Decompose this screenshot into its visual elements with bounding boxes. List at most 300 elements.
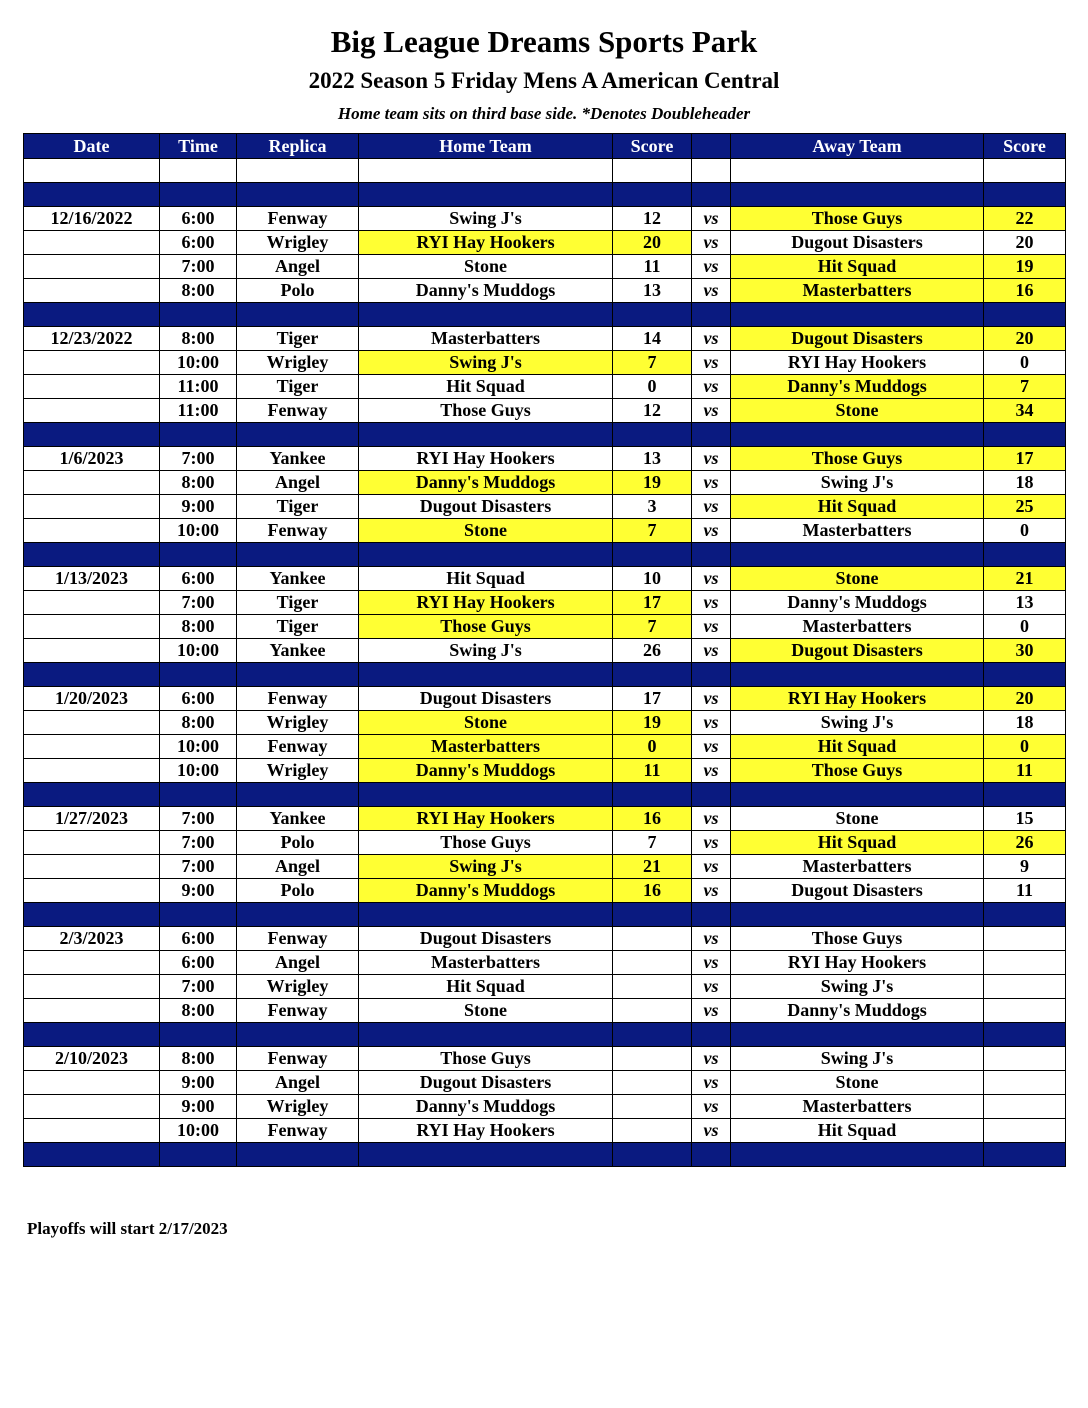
column-header-time: Time bbox=[160, 134, 237, 159]
away-team-cell: Stone bbox=[731, 399, 984, 423]
empty-cell bbox=[359, 159, 613, 183]
week-separator-row bbox=[24, 783, 1066, 807]
home-team-cell: RYI Hay Hookers bbox=[359, 1119, 613, 1143]
home-score-cell: 19 bbox=[613, 471, 692, 495]
away-team-cell: Swing J's bbox=[731, 471, 984, 495]
empty-cell bbox=[692, 903, 731, 927]
away-team-cell: Masterbatters bbox=[731, 615, 984, 639]
empty-cell bbox=[731, 183, 984, 207]
away-score-cell: 19 bbox=[984, 255, 1066, 279]
vs-cell: vs bbox=[692, 495, 731, 519]
away-score-cell: 25 bbox=[984, 495, 1066, 519]
replica-field-cell: Angel bbox=[237, 855, 359, 879]
away-score-cell: 20 bbox=[984, 687, 1066, 711]
week-separator-row bbox=[24, 543, 1066, 567]
time-cell: 9:00 bbox=[160, 495, 237, 519]
empty-cell bbox=[692, 783, 731, 807]
date-cell bbox=[24, 999, 160, 1023]
away-team-cell: Dugout Disasters bbox=[731, 879, 984, 903]
away-score-cell: 20 bbox=[984, 231, 1066, 255]
vs-cell: vs bbox=[692, 351, 731, 375]
replica-field-cell: Fenway bbox=[237, 207, 359, 231]
away-score-cell: 34 bbox=[984, 399, 1066, 423]
away-team-cell: Swing J's bbox=[731, 975, 984, 999]
away-team-cell: Masterbatters bbox=[731, 279, 984, 303]
empty-cell bbox=[692, 663, 731, 687]
vs-cell: vs bbox=[692, 207, 731, 231]
vs-cell: vs bbox=[692, 327, 731, 351]
game-row bbox=[24, 375, 1066, 399]
date-cell: 12/16/2022 bbox=[24, 207, 160, 231]
replica-field-cell: Wrigley bbox=[237, 231, 359, 255]
time-cell: 6:00 bbox=[160, 687, 237, 711]
replica-field-cell: Tiger bbox=[237, 375, 359, 399]
home-team-cell: Those Guys bbox=[359, 831, 613, 855]
vs-cell: vs bbox=[692, 1047, 731, 1071]
column-header-home-score: Score bbox=[613, 134, 692, 159]
empty-cell bbox=[237, 1143, 359, 1167]
home-score-cell: 13 bbox=[613, 447, 692, 471]
home-score-cell: 17 bbox=[613, 687, 692, 711]
replica-field-cell: Polo bbox=[237, 831, 359, 855]
time-cell: 10:00 bbox=[160, 759, 237, 783]
home-score-cell: 10 bbox=[613, 567, 692, 591]
home-team-cell: Danny's Muddogs bbox=[359, 279, 613, 303]
game-row bbox=[24, 351, 1066, 375]
empty-cell bbox=[24, 663, 160, 687]
home-team-cell: RYI Hay Hookers bbox=[359, 447, 613, 471]
away-score-cell: 9 bbox=[984, 855, 1066, 879]
game-row bbox=[24, 255, 1066, 279]
time-cell: 10:00 bbox=[160, 735, 237, 759]
game-row bbox=[24, 471, 1066, 495]
date-cell bbox=[24, 879, 160, 903]
replica-field-cell: Yankee bbox=[237, 639, 359, 663]
empty-cell bbox=[984, 783, 1066, 807]
away-score-cell: 30 bbox=[984, 639, 1066, 663]
game-row bbox=[24, 927, 1066, 951]
empty-cell bbox=[160, 783, 237, 807]
column-header-date: Date bbox=[24, 134, 160, 159]
empty-cell bbox=[237, 663, 359, 687]
home-team-cell: Danny's Muddogs bbox=[359, 879, 613, 903]
away-score-cell: 0 bbox=[984, 519, 1066, 543]
time-cell: 10:00 bbox=[160, 639, 237, 663]
replica-field-cell: Tiger bbox=[237, 495, 359, 519]
replica-field-cell: Yankee bbox=[237, 567, 359, 591]
time-cell: 11:00 bbox=[160, 399, 237, 423]
home-team-cell: Swing J's bbox=[359, 639, 613, 663]
home-team-cell: Dugout Disasters bbox=[359, 687, 613, 711]
empty-cell bbox=[692, 423, 731, 447]
away-team-cell: RYI Hay Hookers bbox=[731, 951, 984, 975]
game-row bbox=[24, 399, 1066, 423]
replica-field-cell: Wrigley bbox=[237, 759, 359, 783]
away-score-cell bbox=[984, 1071, 1066, 1095]
time-cell: 9:00 bbox=[160, 1071, 237, 1095]
home-team-cell: Masterbatters bbox=[359, 735, 613, 759]
vs-cell: vs bbox=[692, 1071, 731, 1095]
away-team-cell: Masterbatters bbox=[731, 855, 984, 879]
replica-field-cell: Fenway bbox=[237, 687, 359, 711]
game-row bbox=[24, 279, 1066, 303]
date-cell bbox=[24, 591, 160, 615]
empty-cell bbox=[613, 423, 692, 447]
home-score-cell: 11 bbox=[613, 255, 692, 279]
empty-cell bbox=[24, 423, 160, 447]
away-score-cell: 21 bbox=[984, 567, 1066, 591]
empty-cell bbox=[692, 159, 731, 183]
away-team-cell: Hit Squad bbox=[731, 831, 984, 855]
time-cell: 7:00 bbox=[160, 807, 237, 831]
game-row bbox=[24, 615, 1066, 639]
empty-cell bbox=[24, 543, 160, 567]
away-team-cell: Danny's Muddogs bbox=[731, 999, 984, 1023]
away-score-cell bbox=[984, 1095, 1066, 1119]
away-team-cell: Those Guys bbox=[731, 759, 984, 783]
date-cell bbox=[24, 711, 160, 735]
empty-cell bbox=[237, 183, 359, 207]
replica-field-cell: Wrigley bbox=[237, 351, 359, 375]
empty-cell bbox=[24, 783, 160, 807]
vs-cell: vs bbox=[692, 567, 731, 591]
empty-cell bbox=[613, 183, 692, 207]
game-row bbox=[24, 855, 1066, 879]
time-cell: 8:00 bbox=[160, 615, 237, 639]
time-cell: 7:00 bbox=[160, 855, 237, 879]
date-cell: 2/3/2023 bbox=[24, 927, 160, 951]
empty-cell bbox=[237, 159, 359, 183]
home-score-cell bbox=[613, 1119, 692, 1143]
home-team-cell: RYI Hay Hookers bbox=[359, 591, 613, 615]
vs-cell: vs bbox=[692, 735, 731, 759]
replica-field-cell: Yankee bbox=[237, 447, 359, 471]
away-team-cell: Hit Squad bbox=[731, 495, 984, 519]
time-cell: 10:00 bbox=[160, 1119, 237, 1143]
home-team-cell: RYI Hay Hookers bbox=[359, 231, 613, 255]
replica-field-cell: Wrigley bbox=[237, 975, 359, 999]
empty-cell bbox=[984, 423, 1066, 447]
home-team-cell: Stone bbox=[359, 519, 613, 543]
date-cell bbox=[24, 831, 160, 855]
home-score-cell bbox=[613, 927, 692, 951]
week-separator-row bbox=[24, 183, 1066, 207]
date-cell: 1/27/2023 bbox=[24, 807, 160, 831]
home-team-cell: Dugout Disasters bbox=[359, 927, 613, 951]
empty-cell bbox=[160, 663, 237, 687]
game-row bbox=[24, 495, 1066, 519]
away-score-cell bbox=[984, 1119, 1066, 1143]
empty-cell bbox=[731, 423, 984, 447]
replica-field-cell: Wrigley bbox=[237, 1095, 359, 1119]
away-team-cell: Those Guys bbox=[731, 207, 984, 231]
column-header-replica: Replica bbox=[237, 134, 359, 159]
date-cell bbox=[24, 279, 160, 303]
empty-cell bbox=[160, 303, 237, 327]
time-cell: 8:00 bbox=[160, 327, 237, 351]
playoffs-note: Playoffs will start 2/17/2023 bbox=[27, 1219, 228, 1238]
empty-cell bbox=[692, 303, 731, 327]
time-cell: 8:00 bbox=[160, 1047, 237, 1071]
empty-cell bbox=[731, 159, 984, 183]
date-cell bbox=[24, 1095, 160, 1119]
home-team-cell: Hit Squad bbox=[359, 567, 613, 591]
empty-cell bbox=[984, 1143, 1066, 1167]
column-header-away-team: Away Team bbox=[731, 134, 984, 159]
time-cell: 7:00 bbox=[160, 255, 237, 279]
away-score-cell: 11 bbox=[984, 759, 1066, 783]
vs-cell: vs bbox=[692, 255, 731, 279]
replica-field-cell: Angel bbox=[237, 471, 359, 495]
home-score-cell bbox=[613, 999, 692, 1023]
empty-cell bbox=[613, 663, 692, 687]
home-score-cell: 7 bbox=[613, 615, 692, 639]
time-cell: 7:00 bbox=[160, 975, 237, 999]
vs-cell: vs bbox=[692, 759, 731, 783]
empty-cell bbox=[160, 1143, 237, 1167]
date-cell bbox=[24, 1071, 160, 1095]
week-separator-row bbox=[24, 423, 1066, 447]
date-cell bbox=[24, 759, 160, 783]
game-row bbox=[24, 999, 1066, 1023]
empty-cell bbox=[731, 543, 984, 567]
home-team-cell: Masterbatters bbox=[359, 327, 613, 351]
empty-cell bbox=[984, 543, 1066, 567]
time-cell: 8:00 bbox=[160, 279, 237, 303]
empty-cell bbox=[237, 783, 359, 807]
replica-field-cell: Fenway bbox=[237, 1119, 359, 1143]
spacer-row bbox=[24, 159, 1066, 183]
game-row bbox=[24, 447, 1066, 471]
column-header-away-score: Score bbox=[984, 134, 1066, 159]
empty-cell bbox=[160, 1023, 237, 1047]
away-team-cell: Danny's Muddogs bbox=[731, 591, 984, 615]
empty-cell bbox=[160, 903, 237, 927]
vs-cell: vs bbox=[692, 687, 731, 711]
vs-cell: vs bbox=[692, 831, 731, 855]
date-cell bbox=[24, 375, 160, 399]
away-team-cell: Hit Squad bbox=[731, 255, 984, 279]
game-row bbox=[24, 1047, 1066, 1071]
home-score-cell: 26 bbox=[613, 639, 692, 663]
home-score-cell: 19 bbox=[613, 711, 692, 735]
home-team-cell: Those Guys bbox=[359, 399, 613, 423]
vs-cell: vs bbox=[692, 231, 731, 255]
empty-cell bbox=[613, 903, 692, 927]
empty-cell bbox=[692, 1143, 731, 1167]
empty-cell bbox=[359, 303, 613, 327]
time-cell: 8:00 bbox=[160, 471, 237, 495]
replica-field-cell: Angel bbox=[237, 255, 359, 279]
away-team-cell: Stone bbox=[731, 567, 984, 591]
away-score-cell: 13 bbox=[984, 591, 1066, 615]
empty-cell bbox=[160, 183, 237, 207]
away-score-cell: 17 bbox=[984, 447, 1066, 471]
empty-cell bbox=[613, 159, 692, 183]
date-cell bbox=[24, 495, 160, 519]
game-row bbox=[24, 567, 1066, 591]
home-score-cell: 7 bbox=[613, 831, 692, 855]
vs-cell: vs bbox=[692, 927, 731, 951]
empty-cell bbox=[613, 783, 692, 807]
vs-cell: vs bbox=[692, 855, 731, 879]
empty-cell bbox=[359, 783, 613, 807]
home-team-cell: Hit Squad bbox=[359, 975, 613, 999]
away-score-cell: 26 bbox=[984, 831, 1066, 855]
time-cell: 8:00 bbox=[160, 999, 237, 1023]
away-team-cell: RYI Hay Hookers bbox=[731, 687, 984, 711]
away-team-cell: Stone bbox=[731, 1071, 984, 1095]
empty-cell bbox=[984, 303, 1066, 327]
column-header-vs bbox=[692, 134, 731, 159]
column-header-home-team: Home Team bbox=[359, 134, 613, 159]
away-team-cell: Swing J's bbox=[731, 711, 984, 735]
away-team-cell: Dugout Disasters bbox=[731, 639, 984, 663]
away-score-cell: 0 bbox=[984, 735, 1066, 759]
game-row bbox=[24, 711, 1066, 735]
vs-cell: vs bbox=[692, 879, 731, 903]
schedule-note: Home team sits on third base side. *Denotes Doubleheader bbox=[337, 104, 751, 123]
home-team-cell: Hit Squad bbox=[359, 375, 613, 399]
home-team-cell: Dugout Disasters bbox=[359, 495, 613, 519]
empty-cell bbox=[692, 543, 731, 567]
time-cell: 7:00 bbox=[160, 831, 237, 855]
game-row bbox=[24, 639, 1066, 663]
vs-cell: vs bbox=[692, 807, 731, 831]
vs-cell: vs bbox=[692, 519, 731, 543]
vs-cell: vs bbox=[692, 1119, 731, 1143]
game-row bbox=[24, 951, 1066, 975]
time-cell: 9:00 bbox=[160, 1095, 237, 1119]
game-row bbox=[24, 735, 1066, 759]
date-cell: 1/6/2023 bbox=[24, 447, 160, 471]
empty-cell bbox=[613, 1143, 692, 1167]
date-cell: 2/10/2023 bbox=[24, 1047, 160, 1071]
vs-cell: vs bbox=[692, 399, 731, 423]
away-score-cell: 0 bbox=[984, 351, 1066, 375]
time-cell: 7:00 bbox=[160, 447, 237, 471]
empty-cell bbox=[359, 903, 613, 927]
home-score-cell: 7 bbox=[613, 519, 692, 543]
game-row bbox=[24, 879, 1066, 903]
time-cell: 6:00 bbox=[160, 231, 237, 255]
away-score-cell: 15 bbox=[984, 807, 1066, 831]
game-row bbox=[24, 975, 1066, 999]
empty-cell bbox=[692, 1023, 731, 1047]
home-team-cell: Swing J's bbox=[359, 855, 613, 879]
away-score-cell bbox=[984, 1047, 1066, 1071]
vs-cell: vs bbox=[692, 375, 731, 399]
week-separator-row bbox=[24, 1143, 1066, 1167]
empty-cell bbox=[984, 1023, 1066, 1047]
empty-cell bbox=[24, 1143, 160, 1167]
empty-cell bbox=[359, 423, 613, 447]
replica-field-cell: Fenway bbox=[237, 1047, 359, 1071]
game-row bbox=[24, 591, 1066, 615]
game-row bbox=[24, 831, 1066, 855]
vs-cell: vs bbox=[692, 615, 731, 639]
date-cell: 1/20/2023 bbox=[24, 687, 160, 711]
away-team-cell: Those Guys bbox=[731, 447, 984, 471]
replica-field-cell: Tiger bbox=[237, 591, 359, 615]
empty-cell bbox=[613, 543, 692, 567]
empty-cell bbox=[731, 783, 984, 807]
time-cell: 10:00 bbox=[160, 351, 237, 375]
empty-cell bbox=[692, 183, 731, 207]
game-row bbox=[24, 519, 1066, 543]
replica-field-cell: Fenway bbox=[237, 927, 359, 951]
time-cell: 6:00 bbox=[160, 927, 237, 951]
date-cell bbox=[24, 855, 160, 879]
replica-field-cell: Angel bbox=[237, 951, 359, 975]
replica-field-cell: Fenway bbox=[237, 399, 359, 423]
empty-cell bbox=[237, 303, 359, 327]
empty-cell bbox=[984, 663, 1066, 687]
home-score-cell: 16 bbox=[613, 807, 692, 831]
game-row bbox=[24, 807, 1066, 831]
week-separator-row bbox=[24, 303, 1066, 327]
vs-cell: vs bbox=[692, 279, 731, 303]
week-separator-row bbox=[24, 903, 1066, 927]
empty-cell bbox=[731, 1143, 984, 1167]
empty-cell bbox=[237, 543, 359, 567]
away-score-cell: 0 bbox=[984, 615, 1066, 639]
away-score-cell: 11 bbox=[984, 879, 1066, 903]
empty-cell bbox=[359, 1023, 613, 1047]
game-row bbox=[24, 231, 1066, 255]
date-cell bbox=[24, 519, 160, 543]
empty-cell bbox=[731, 663, 984, 687]
home-team-cell: Danny's Muddogs bbox=[359, 759, 613, 783]
replica-field-cell: Angel bbox=[237, 1071, 359, 1095]
empty-cell bbox=[24, 303, 160, 327]
game-row bbox=[24, 687, 1066, 711]
away-team-cell: Hit Squad bbox=[731, 735, 984, 759]
away-team-cell: Stone bbox=[731, 807, 984, 831]
replica-field-cell: Polo bbox=[237, 879, 359, 903]
away-team-cell: Masterbatters bbox=[731, 519, 984, 543]
home-score-cell bbox=[613, 1071, 692, 1095]
away-score-cell: 18 bbox=[984, 471, 1066, 495]
replica-field-cell: Tiger bbox=[237, 615, 359, 639]
away-score-cell bbox=[984, 927, 1066, 951]
date-cell bbox=[24, 975, 160, 999]
home-score-cell: 16 bbox=[613, 879, 692, 903]
away-score-cell: 7 bbox=[984, 375, 1066, 399]
empty-cell bbox=[613, 303, 692, 327]
schedule-body bbox=[24, 159, 1066, 1167]
empty-cell bbox=[359, 543, 613, 567]
home-score-cell bbox=[613, 951, 692, 975]
replica-field-cell: Yankee bbox=[237, 807, 359, 831]
home-team-cell: Those Guys bbox=[359, 1047, 613, 1071]
time-cell: 8:00 bbox=[160, 711, 237, 735]
empty-cell bbox=[613, 1023, 692, 1047]
replica-field-cell: Fenway bbox=[237, 519, 359, 543]
home-score-cell: 12 bbox=[613, 399, 692, 423]
away-team-cell: RYI Hay Hookers bbox=[731, 351, 984, 375]
replica-field-cell: Tiger bbox=[237, 327, 359, 351]
date-cell bbox=[24, 399, 160, 423]
empty-cell bbox=[237, 423, 359, 447]
home-score-cell: 12 bbox=[613, 207, 692, 231]
vs-cell: vs bbox=[692, 999, 731, 1023]
game-row bbox=[24, 1119, 1066, 1143]
empty-cell bbox=[24, 903, 160, 927]
home-score-cell bbox=[613, 1095, 692, 1119]
away-team-cell: Swing J's bbox=[731, 1047, 984, 1071]
home-score-cell: 0 bbox=[613, 375, 692, 399]
